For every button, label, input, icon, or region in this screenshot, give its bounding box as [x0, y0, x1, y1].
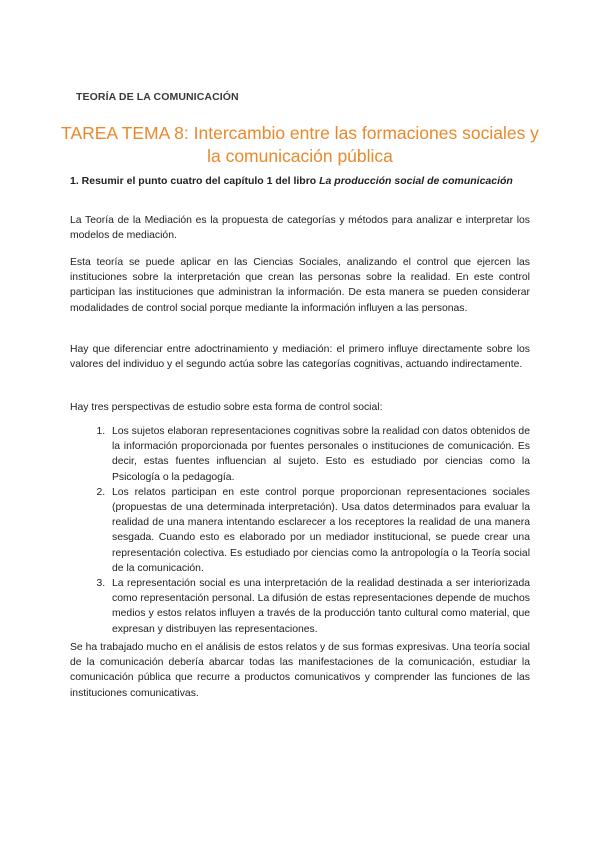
course-header: TEORÍA DE LA COMUNICACIÓN: [76, 91, 239, 103]
list-item: 2. Los relatos participan en este control porque proporcionan representaciones sociales (propuestas de una determinada interpretación). Usa datos determinados para evaluar la realidad de una manera intentando esclarecer a los receptores la realidad de una manera sesgada. Cuando esto es elaborado por un mediador institucional, se puede crear una representación colectiva. Es estudiado por ciencias como la antropología o la Teoría social de la comunicación.: [108, 485, 530, 576]
paragraph-mediation-theory: La Teoría de la Mediación es la propuesta de categorías y métodos para analizar e interpretar los modelos de mediación.: [70, 215, 530, 242]
paragraph-social-sciences: Esta teoría se puede aplicar en las Ciencias Sociales, analizando el control que ejercen las instituciones sobre la interpretación que crean las personas sobre la realidad. En este control participan las instituciones que administran la información. De esta manera se pueden considerar modalidades de control social porque mediante la información influyen a las personas.: [70, 257, 530, 314]
section-heading-text: 1. Resumir el punto cuatro del capítulo 1 del libro: [70, 175, 320, 187]
list-item: 3. La representación social es una interpretación de la realidad destinada a ser interiorizada como representación personal. La difusión de estas representaciones depende de muchos medios y estos relatos influyen a través de la producción tanto cultural como material, que expresan y distribuyen las representaciones.: [108, 576, 530, 637]
paragraph-closing: Se ha trabajado mucho en el análisis de estos relatos y de sus formas expresivas. Una teoría social de la comunicación debería abarcar todas las manifestaciones de la comunicación, estudiar la comunicación pública que recurre a productos comunicativos y comprender las funciones de las instituciones comunicativas.: [70, 642, 530, 699]
paragraph-perspectives-intro: Hay tres perspectivas de estudio sobre esta forma de control social:: [70, 402, 383, 413]
assignment-title: TAREA TEMA 8: Intercambio entre las formaciones sociales y la comunicación pública: [61, 123, 539, 166]
book-title: La producción social de comunicación: [319, 175, 513, 187]
paragraph-indoctrination: Hay que diferenciar entre adoctrinamiento y mediación: el primero influye directamente sobre los valores del individuo y el segundo actúa sobre las categorías cognitivas, actuando indirectamente.: [70, 344, 530, 371]
section-heading: [70, 174, 530, 189]
list-item: 1. Los sujetos elaboran representaciones cognitivas sobre la realidad con datos obtenidos de la información proporcionada por fuentes personales o instituciones de comunicación. Es decir, estas fuentes influencian al sujeto. Esto es estudiado por ciencias como la Psicología o la pedagogía.: [108, 424, 530, 485]
perspectives-list: [70, 424, 530, 637]
